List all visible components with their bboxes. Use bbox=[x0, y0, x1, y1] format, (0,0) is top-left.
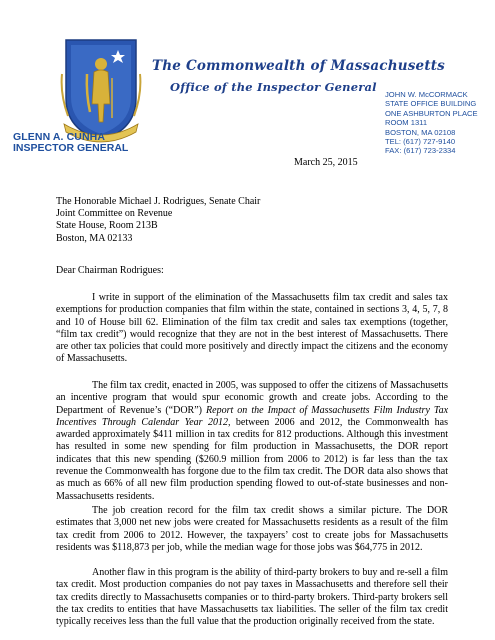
paragraph-support: I write in support of the elimination of the Massachusetts film tax credit and sales tax exemptions for production companies that film within the state, contained in sections 3, 4, 5, 7, 8 and 10 of House bill 62. Elimination of the film tax credit and sales tax exemptions (together, “film tax credit”) would recognize that they are not in the best interest of Massachusetts. There are other tax policies that could more positively and directly impact the citizens and the economy of Massachusetts. bbox=[56, 292, 448, 365]
address-line: ROOM 1311 bbox=[385, 118, 428, 128]
paragraph-job-creation: The job creation record for the film tax credit shows a similar picture. The DOR estimates that 3,000 net new jobs were created for Massachusetts residents as a result of the film tax credit from 2006 to 2012. However, the taxpayers’ cost to create jobs for Massachusetts residents was $118,873 per job, while the median wage for those jobs was $64,775 in 2012. bbox=[56, 505, 448, 553]
address-line: FAX: (617) 723-2334 bbox=[385, 146, 456, 156]
inspector-general-title: INSPECTOR GENERAL bbox=[13, 142, 129, 154]
paragraph-brokers: Another flaw in this program is the ability of third-party brokers to buy and re-sell a film tax credit. Most production companies do not pay taxes in Massachusetts and therefore sell their tax credits directly to Massachusetts companies or to third-party brokers. Third-party brokers sell the tax credits to entities that have Massachusetts tax liabilities. The seller of the film tax credit typically receives less than the full value that the production originally received from the state. bbox=[56, 567, 448, 628]
address-line: BOSTON, MA 02108 bbox=[385, 127, 456, 137]
letterhead-commonwealth: The Commonwealth of Massachusetts bbox=[152, 58, 445, 74]
address-line: STATE OFFICE BUILDING bbox=[385, 99, 477, 109]
salutation: Dear Chairman Rodrigues: bbox=[56, 265, 164, 276]
inspector-general-name: GLENN A. CUNHA bbox=[13, 131, 106, 143]
address-line: ONE ASHBURTON PLACE bbox=[385, 108, 478, 118]
recipient-block bbox=[56, 196, 260, 245]
recipient-line: State House, Room 213B bbox=[56, 220, 158, 232]
recipient-line: The Honorable Michael J. Rodrigues, Senate Chair bbox=[56, 196, 261, 207]
letterhead-office: Office of the Inspector General bbox=[170, 80, 377, 94]
letter-date: March 25, 2015 bbox=[294, 157, 358, 168]
massachusetts-seal-icon bbox=[60, 34, 142, 144]
office-address bbox=[385, 90, 478, 156]
recipient-line: Joint Committee on Revenue bbox=[56, 208, 173, 220]
report-title: Report on the Impact of Massachusetts Film Industry Tax Incentives Through Calendar Year 2012, bbox=[56, 404, 449, 428]
recipient-line: Boston, MA 02133 bbox=[56, 232, 133, 244]
address-line: JOHN W. McCORMACK bbox=[385, 90, 468, 99]
paragraph-text: The film tax credit, enacted in 2005, was supposed to offer the citizens of Massachusetts an incentive program that would spur economic growth and create jobs. According to the Department of Revenue’s (“DOR”) bbox=[56, 380, 448, 416]
paragraph-film-tax-credit bbox=[56, 380, 448, 503]
address-line: TEL: (617) 727-9140 bbox=[385, 137, 456, 147]
paragraph-text: between 2006 and 2012, the Commonwealth has awarded approximately $411 million in tax credits for 812 productions. Although this investment has resulted in some new spending for film production in Massachusetts, the DOR report indicates that this new spending ($260.9 million from 2006 to 2012) is far less than the tax revenue the Commonwealth has forgone due to the film tax credit. The DOR data also shows that as much as 66% of all new film production spending flowed to out-of-state businesses and non-Massachusetts residents. bbox=[56, 416, 448, 502]
